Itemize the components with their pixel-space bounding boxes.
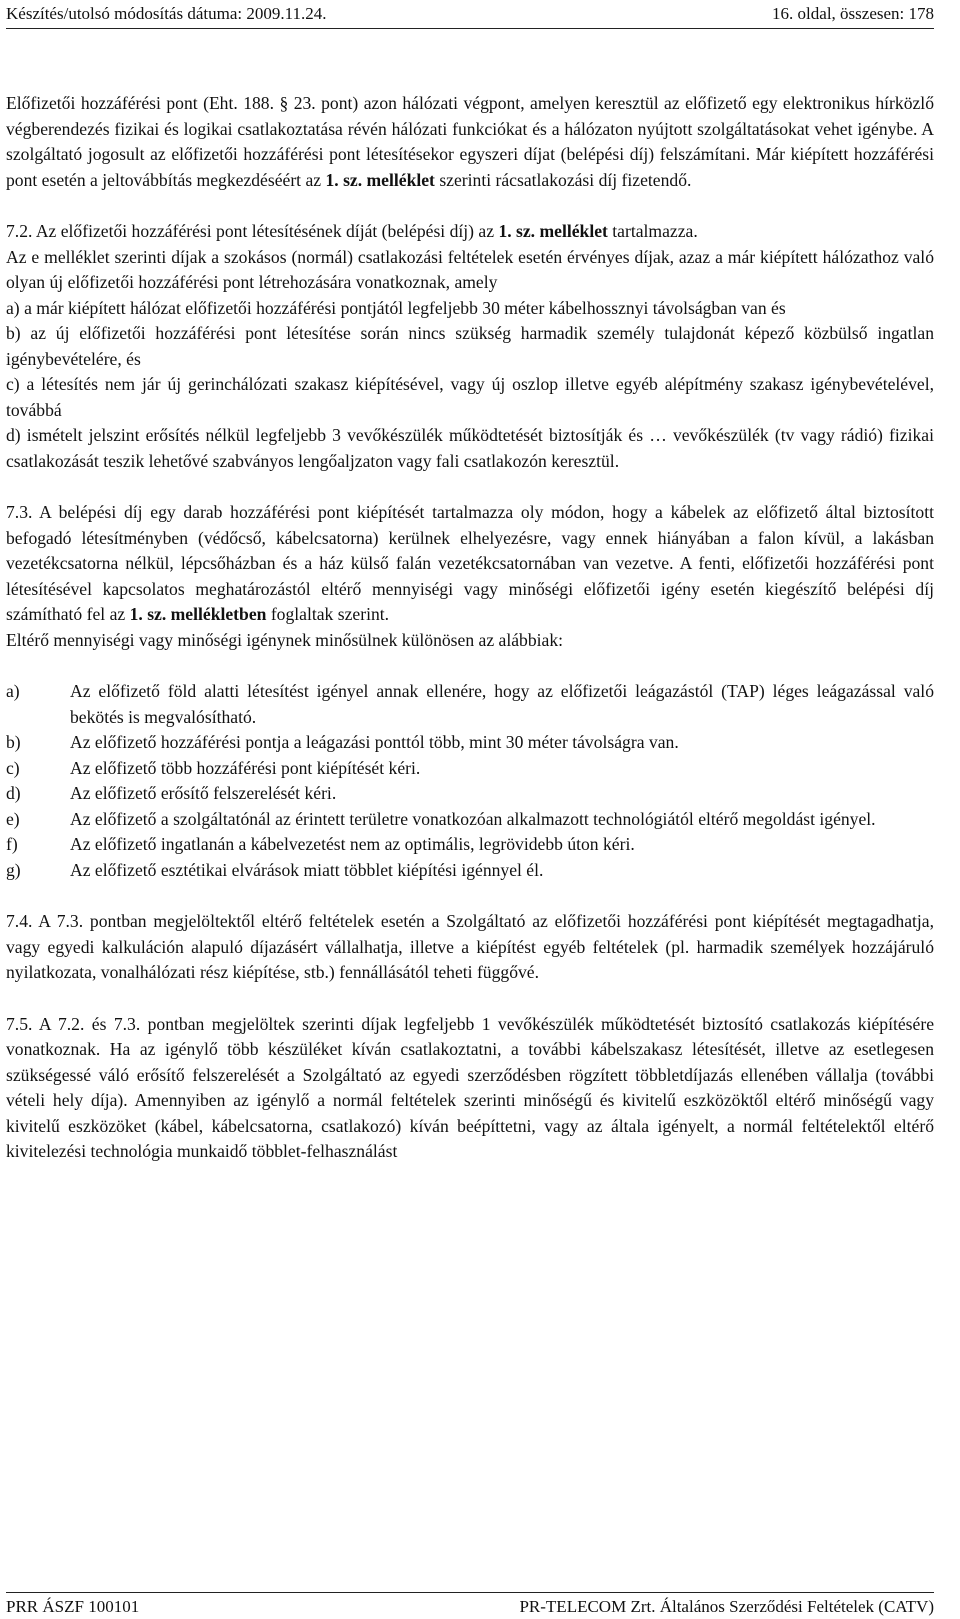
annex-reference: 1. sz. melléklet (498, 221, 608, 241)
list-item (6, 730, 934, 756)
paragraph-access-point (6, 91, 934, 193)
paragraph-text: 7.2. Az előfizetői hozzáférési pont létesítésének díját (belépési díj) az (6, 221, 499, 241)
list-marker: g) (6, 859, 21, 880)
page-header (6, 4, 934, 29)
deviation-list (6, 679, 934, 883)
page-footer (6, 1592, 934, 1619)
header-page-count: 16. oldal, összesen: 178 (772, 4, 934, 23)
list-marker: f) (6, 834, 18, 854)
list-item-text: Az előfizető föld alatti létesítést igényel annak ellenére, hogy az előfizetői leágazástól (TAP) léges leágazással való bekötés is megvalósítható. (70, 681, 934, 727)
list-item (6, 832, 934, 858)
list-item-text: Az előfizető erősítő felszerelését kéri. (70, 783, 337, 803)
list-marker: a) (6, 681, 20, 701)
paragraph-7-4: 7.4. A 7.3. pontban megjelöltektől eltérő feltételek esetén a Szolgáltató az előfizetői hozzáférési pont kiépítését megtagadhatja, vagy egyedi kalkuláción alapuló díjazásért vállalhatja, illetve a kiépítést egyéb feltételek (pl. harmadik személyek hozzájáruló nyilatkozata, vonalhálózati rész kiépítése, stb.) fennállásától teheti függővé. (6, 911, 934, 982)
paragraph-text: tartalmazza. (607, 221, 698, 241)
list-marker: e) (6, 808, 20, 829)
list-item-text: Az előfizető hozzáférési pontja a leágazási ponttól több, mint 30 méter távolságra van. (70, 732, 679, 752)
paragraph-text: 7.3. A belépési díj egy darab hozzáférési pont kiépítését tartalmazza oly módon, hogy a kábelek az előfizető által biztosított befogadó létesítményben (védőcső, kábelcsatorna) kerülnek elhelyezésre, vagy ennek hiányában a falon kívül, a lakásban vezetékcsatorna nélkül, lépcsőházban és a ház külső falán vezetékcsatornában van vezetve. A fenti, előfizetői hozzáférési pont létesítésével kapcsolatos meghatározástól eltérő mennyiségi vagy minőségi előfizetői igény esetén kiegészítő belépési díj számítható fel az (6, 502, 934, 624)
header-date: Készítés/utolsó módosítás dátuma: 2009.11.24. (6, 4, 327, 23)
list-item-text: Az előfizető esztétikai elvárások miatt többlet kiépítési igénnyel él. (70, 859, 544, 880)
document-body (6, 91, 934, 1165)
list-marker: d) (6, 783, 21, 803)
list-item (6, 858, 934, 884)
list-marker: b) (6, 732, 21, 752)
list-item-text: Az előfizető ingatlanán a kábelvezetést nem az optimális, legrövidebb úton kéri. (70, 834, 635, 854)
paragraph-list-intro: Eltérő mennyiségi vagy minőségi igénynek minősülnek különösen az alábbiak: (6, 629, 564, 650)
paragraph-7-5: 7.5. A 7.2. és 7.3. pontban megjelöltek szerinti díjak legfeljebb 1 vevőkészülék működtetését biztosító csatlakozás kiépítésére vonatkoznak. Ha az igénylő több készüléket kíván csatlakoztatni, a további kábelszakasz létesítését, illetve az esetlegesen szükségessé váló erősítő felszerelését a Szolgáltató az egyedi szerződésben rögzített többletdíjazás ellenében vállalja (további vételi hely díja). Amennyiben az igénylő a normál feltételek szerinti minőségű és kivitelű eszközöktől eltérő minőségű vagy kivitelű eszközöket (kábel, kábelcsatorna, csatlakozó) kíván beépíttetni, vagy az általa igényelt, a normál feltételektől eltérő kivitelezési technológia munkaidő többlet-felhasználást (6, 1013, 934, 1161)
list-item (6, 679, 934, 730)
annex-reference: 1. sz. melléklet (325, 169, 435, 190)
paragraph-normal-conditions: Az e melléklet szerinti díjak a szokásos (normál) csatlakozási feltételek esetén érvényes díjak, azaz a már kiépített hálózathoz való olyan új előfizetői hozzáférési pont létrehozására vonatkoznak, amely (6, 246, 934, 292)
condition-item: a) a már kiépített hálózat előfizetői hozzáférési pontjától legfeljebb 30 méter kábelhossznyi távolságban van és (6, 297, 786, 318)
paragraph-7-3 (6, 500, 934, 628)
paragraph-7-2 (6, 219, 934, 245)
list-item (6, 781, 934, 807)
paragraph-text: foglaltak szerint. (266, 604, 390, 624)
list-item (6, 756, 934, 782)
footer-document-id: PRR ÁSZF 100101 (6, 1597, 140, 1616)
list-marker: c) (6, 757, 20, 778)
list-item-text: Az előfizető a szolgáltatónál az érintett területre vonatkozóan alkalmazott technológiától eltérő megoldást igényel. (70, 808, 876, 829)
paragraph-text: szerinti rácsatlakozási díj fizetendő. (434, 169, 692, 190)
condition-item: c) a létesítés nem jár új gerinchálózati szakasz kiépítésével, vagy új oszlop illetve egyéb alépítmény szakasz igénybevételével, továbbá (6, 374, 934, 420)
condition-item: b) az új előfizetői hozzáférési pont létesítése során nincs szükség harmadik személy tulajdonát képező közbülső ingatlan igénybevételére, és (6, 323, 934, 369)
list-item (6, 807, 934, 833)
paragraph-text: Előfizetői hozzáférési pont (Eht. 188. § 23. pont) azon hálózati végpont, amelyen keresztül az előfizető egy elektronikus hírközlő végberendezés fizikai és logikai csatlakoztatása révén hálózati funkciókat és a hálózaton nyújtott szolgáltatásokat vehet igénybe. A szolgáltató jogosult az előfizetői hozzáférési pont létesítésekor egyszeri díjat (belépési díj) felszámítani. Már kiépített hozzáférési pont esetén a jeltovábbítás megkezdéséért az (6, 93, 934, 190)
annex-reference: 1. sz. mellékletben (129, 604, 267, 624)
condition-item: d) ismételt jelszint erősítés nélkül legfeljebb 3 vevőkészülék működtetését biztosítják és … vevőkészülék (tv vagy rádió) fizikai csatlakozását teszik lehetővé szabványos lengőaljzaton vagy fali csatlakozón keresztül. (6, 425, 934, 471)
footer-document-title: PR-TELECOM Zrt. Általános Szerződési Feltételek (CATV) (519, 1597, 934, 1616)
list-item-text: Az előfizető több hozzáférési pont kiépítését kéri. (70, 757, 421, 778)
